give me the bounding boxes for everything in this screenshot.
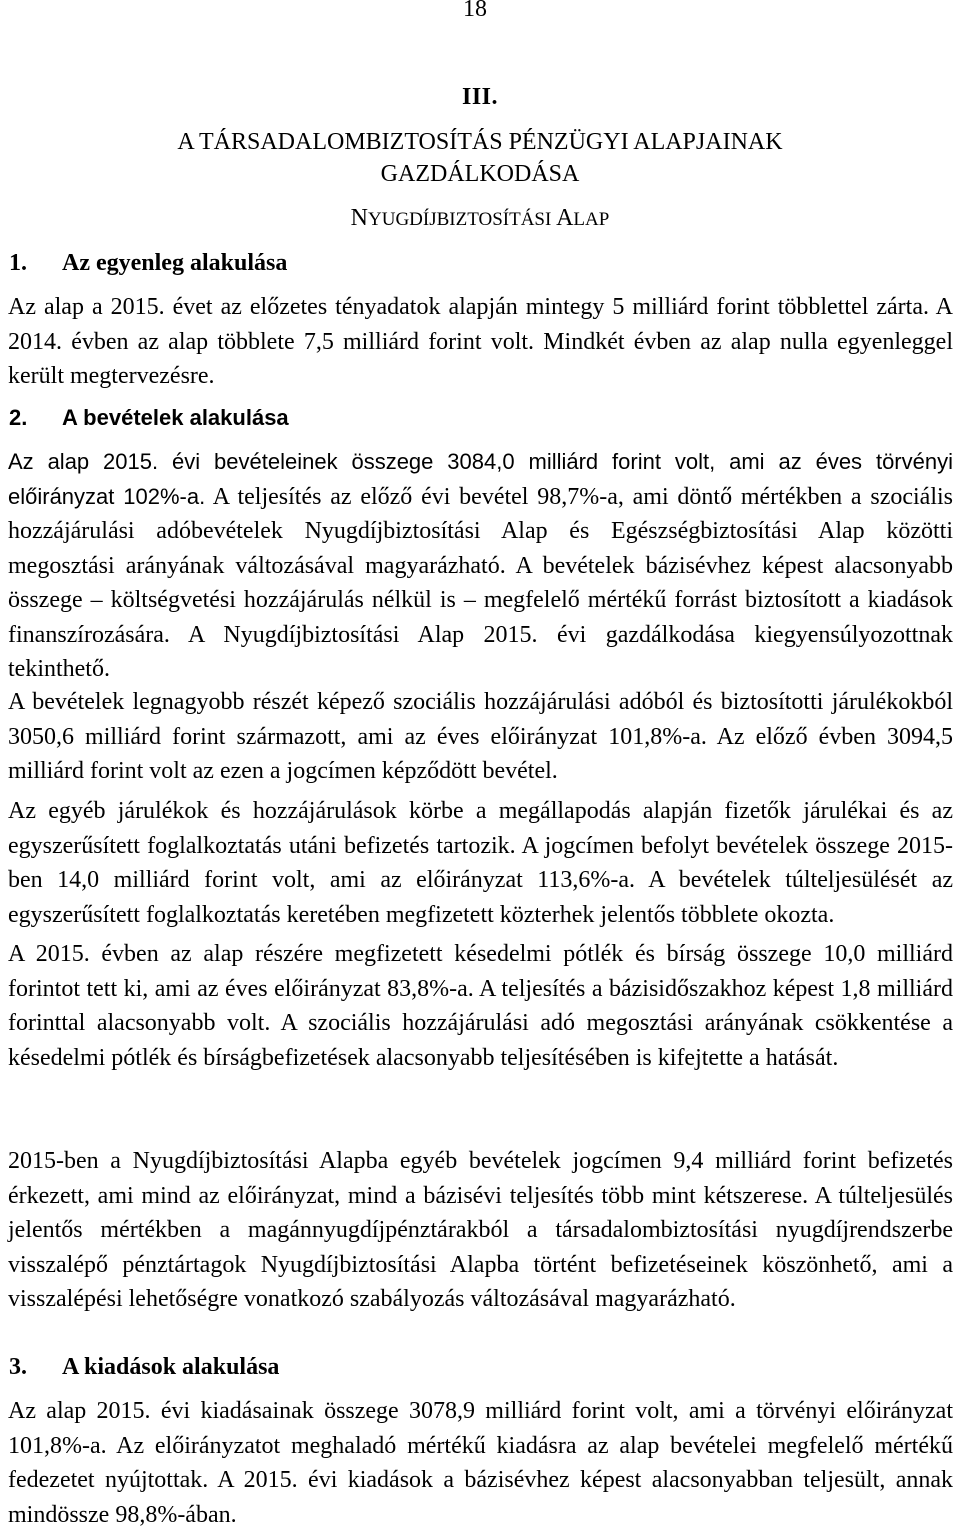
page-number: 18: [463, 0, 487, 22]
fund-title: [0, 205, 960, 232]
paragraph-expenditure: Az alap 2015. évi kiadásainak összege 3078,9 milliárd forint volt, ami a törvényi előirányzat 101,8%-a. Az előirányzatot meghaladó mértékű kiadásra az alap bevételei megfelelő mértékű fedezetet nyújtottak. A 2015. évi kiadások a bázisévhez képest alacsonyabban teljesült, annak mindössze 98,8%-ában.: [8, 1398, 953, 1528]
paragraph-other-contributions: Az egyéb járulékok és hozzájárulások körbe a megállapodás alapján fizetők járulékai és az egyszerűsített foglalkoztatás utáni befizetés tartozik. A jogcímen befolyt bevételek összege 2015-ben 14,0 milliárd forint volt, ami az előirányzat 113,6%-a. A bevételek túlteljesülését az egyszerűsített foglalkoztatás keretében megfizetett közterhek jelentős többlete okozta.: [8, 798, 953, 928]
section-title: A bevételek alakulása: [62, 405, 289, 430]
section-heading-2: [9, 405, 289, 431]
section-title: Az egyenleg alakulása: [62, 250, 288, 276]
section-title: A kiadások alakulása: [62, 1354, 280, 1380]
section-number: 1.: [9, 250, 27, 276]
chapter-title: [0, 126, 960, 190]
section-heading-1: [9, 250, 287, 277]
fund-title-part-1: YUGDÍJBIZTOSÍTÁSI: [368, 209, 557, 230]
chapter-title-line-1: A TÁRSADALOMBIZTOSÍTÁS PÉNZÜGYI ALAPJAINAK: [177, 129, 783, 155]
section-number: 2.: [9, 405, 28, 430]
fund-title-initial-a: A: [556, 205, 574, 231]
section-number: 3.: [9, 1354, 27, 1380]
paragraph-social-contributions: A bevételek legnagyobb részét képező szociális hozzájárulási adóból és biztosítotti járulékokból 3050,6 milliárd forint származott, ami az éves előirányzat 101,8%-a. Az előző évben 3094,5 milliárd forint volt az ezen a jogcímen képződött bevétel.: [8, 689, 953, 784]
revenue-summary-lead: Az alap 2015. évi bevételeinek összege 3084,0 milliárd forint volt, ami az éves törvényi előirányzat 102%-a.: [8, 449, 953, 509]
paragraph-other-revenue: 2015-ben a Nyugdíjbiztosítási Alapba egyéb bevételek jogcímen 9,4 milliárd forint befizetés érkezett, ami mind az előirányzat, mind a bázisévi teljesítés több mint kétszerese. A túlteljesülés jelentős mértékben a magánnyugdíjpénztárakból a társadalombiztosítási nyugdíjrendszerbe visszalépő pénztártagok Nyugdíjbiztosítási Alapba történt befizetéseinek köszönhető, ami a visszalépési lehetőségre vonatkozó szabályozás változásával magyarázható.: [8, 1148, 953, 1312]
section-heading-3: [9, 1354, 279, 1381]
paragraph-late-fees: A 2015. évben az alap részére megfizetett késedelmi pótlék és bírság összege 10,0 milliárd forintot tett ki, ami az éves előirányzat 83,8%-a. A teljesítés a bázisidőszakhoz képest 1,8 milliárd forinttal alacsonyabb volt. A szociális hozzájárulási adó megosztási arányának csökkentése a késedelmi pótlék és bírságbefizetések alacsonyabb teljesítésében is kifejtette a hatását.: [8, 941, 953, 1071]
chapter-number: III.: [461, 84, 499, 110]
revenue-summary-body: A teljesítés az előző évi bevétel 98,7%-a, ami döntő mértékben a szociális hozzájárulási adóbevételek Nyugdíjbiztosítási Alap és Egészségbiztosítási Alap közötti megosztási arányának változásával magyarázható. A bevételek bázisévhez képest alacsonyabb összege – költségvetési hozzájárulás nélkül is – megfelelő mértékű forrást biztosított a kiadások finanszírozására. A Nyugdíjbiztosítási Alap 2015. évi gazdálkodása kiegyensúlyozottnak tekinthető.: [8, 483, 954, 682]
paragraph-balance: Az alap a 2015. évet az előzetes tényadatok alapján mintegy 5 milliárd forint többlettel zárta. A 2014. évben az alap többlete 7,5 milliárd forint volt. Mindkét évben az alap nulla egyenleggel került megtervezésre.: [8, 294, 953, 389]
fund-title-part-2: LAP: [573, 209, 610, 230]
chapter-title-line-2: GAZDÁLKODÁSA: [380, 161, 580, 187]
paragraph-revenue-summary: [8, 445, 953, 687]
fund-title-initial-n: N: [350, 205, 369, 231]
